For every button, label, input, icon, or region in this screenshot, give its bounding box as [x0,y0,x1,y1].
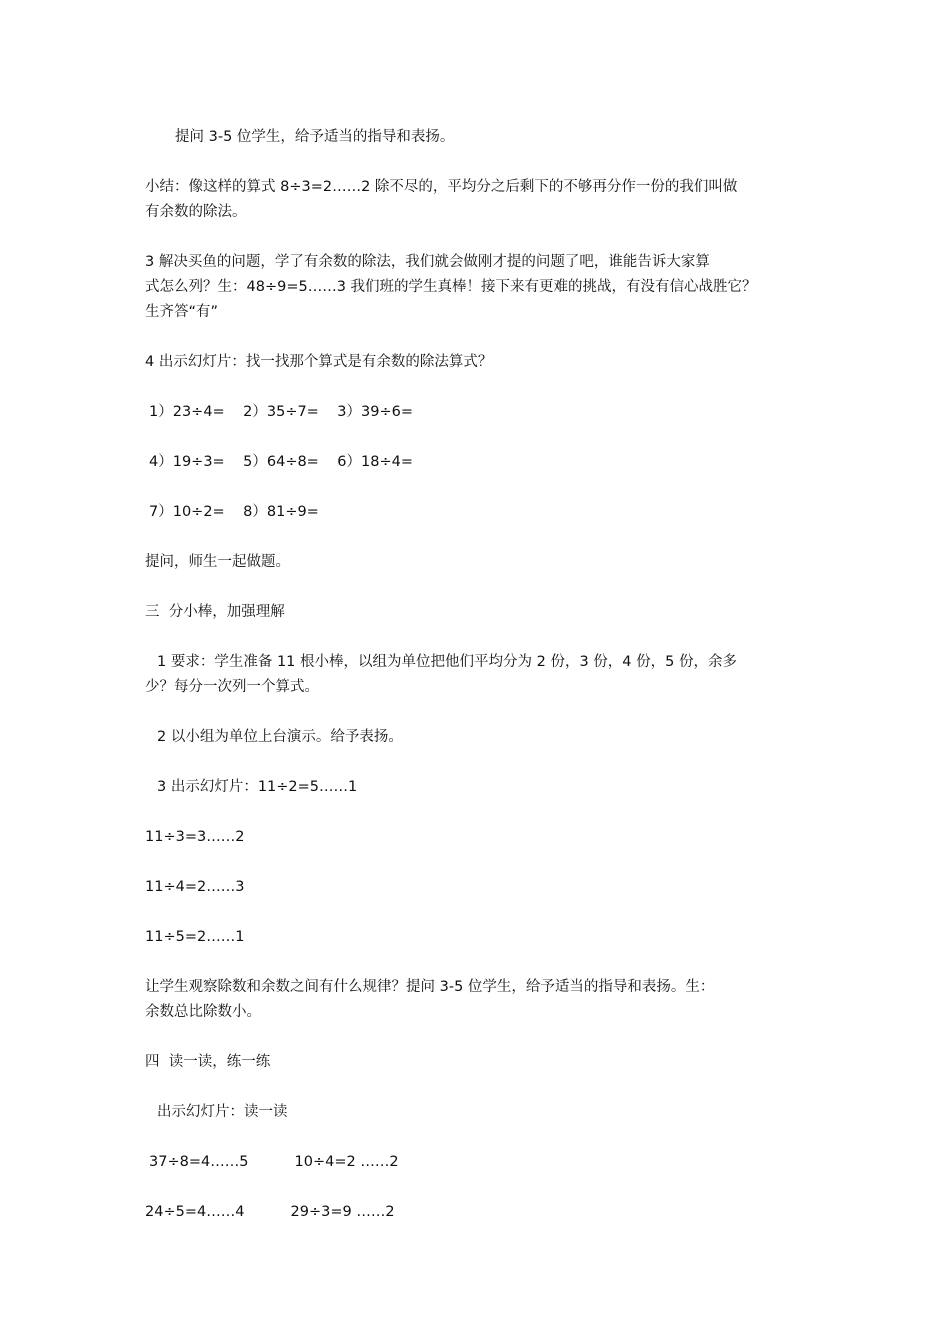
paragraph-summary-line-2: 有余数的除法。 [145,204,247,220]
paragraph-sticks-requirement-line-1: 1 要求：学生准备 11 根小棒，以组为单位把他们平均分为 2 份，3 份，4 份，5 份，余多 [157,654,737,670]
reading-row-1: 37÷8=4……5 10÷4=2 ……2 [149,1154,399,1170]
equation-11-div-4: 11÷4=2……3 [145,879,245,895]
exercise-row-1: 1）23÷4= 2）35÷7= 3）39÷6= [149,404,413,420]
paragraph-summary-line-1: 小结：像这样的算式 8÷3=2……2 除不尽的，平均分之后剩下的不够再分作一份的我们叫做 [145,179,738,195]
paragraph-sticks-requirement-line-2: 少？每分一次列一个算式。 [145,679,319,695]
section-4-heading: 四 读一读，练一练 [145,1054,271,1070]
paragraph-slide-read: 出示幻灯片：读一读 [157,1104,288,1120]
paragraph-fish-problem-line-3: 生齐答“有” [145,304,219,320]
exercise-row-3: 7）10÷2= 8）81÷9= [149,504,319,520]
paragraph-slide-equation: 3 出示幻灯片：11÷2=5……1 [157,779,358,795]
section-3-heading: 三 分小棒，加强理解 [145,604,285,620]
paragraph-fish-problem-line-2: 式怎么列？生：48÷9=5……3 我们班的学生真棒！接下来有更难的挑战，有没有信心战胜它？ [145,279,757,295]
paragraph-group-demo: 2 以小组为单位上台演示。给予表扬。 [157,729,403,745]
reading-row-2: 24÷5=4……4 29÷3=9 ……2 [145,1204,395,1220]
paragraph-observe-rule-line-1: 让学生观察除数和余数之间有什么规律？提问 3-5 位学生，给予适当的指导和表扬。生： [145,979,715,995]
paragraph-observe-rule-line-2: 余数总比除数小。 [145,1004,261,1020]
paragraph-slide-find: 4 出示幻灯片：找一找那个算式是有余数的除法算式？ [145,354,493,370]
paragraph-fish-problem-line-1: 3 解决买鱼的问题，学了有余数的除法，我们就会做刚才提的问题了吧，谁能告诉大家算 [145,254,710,270]
paragraph-solve-together: 提问，师生一起做题。 [145,554,290,570]
exercise-row-2: 4）19÷3= 5）64÷8= 6）18÷4= [149,454,413,470]
equation-11-div-5: 11÷5=2……1 [145,929,245,945]
paragraph-question-students: 提问 3-5 位学生，给予适当的指导和表扬。 [175,129,455,145]
equation-11-div-3: 11÷3=3……2 [145,829,245,845]
